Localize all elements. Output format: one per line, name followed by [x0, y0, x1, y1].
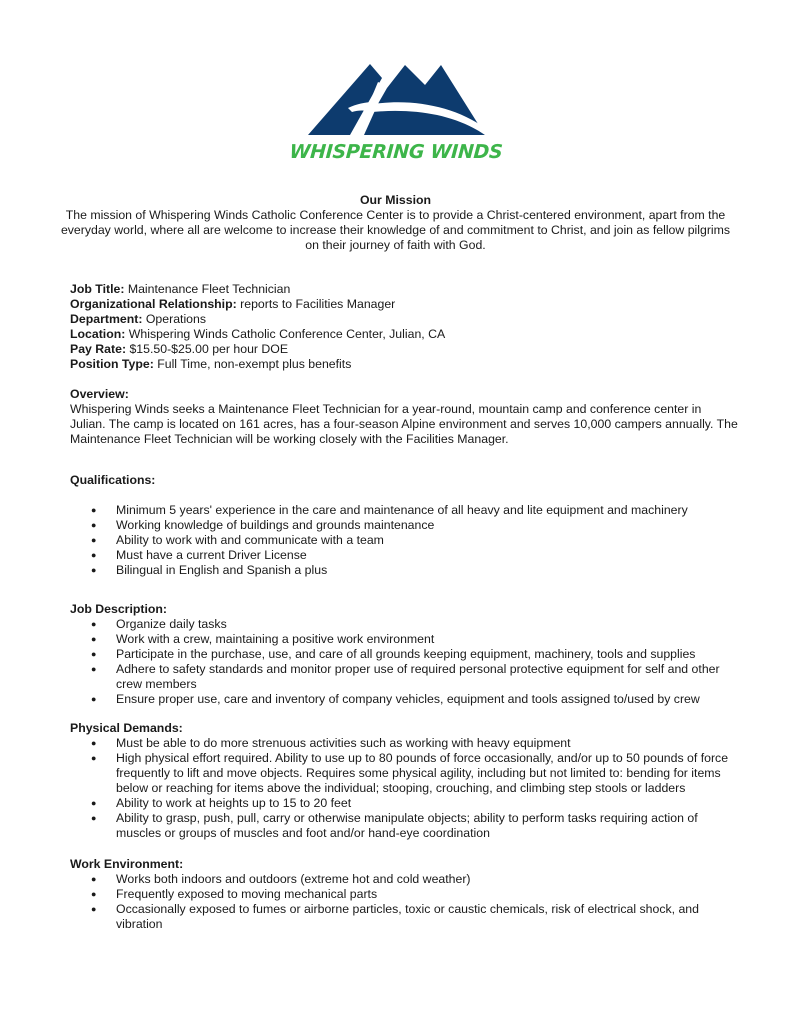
list-item	[70, 632, 740, 647]
job-posting-content	[70, 282, 740, 932]
bullet-icon: ●	[91, 649, 97, 659]
job-description-section	[70, 602, 740, 707]
list-item-text: Works both indoors and outdoors (extreme hot and cold weather)	[116, 872, 471, 886]
work-environment-heading: Work Environment:	[70, 857, 184, 871]
list-item-text: Ability to grasp, push, pull, carry or otherwise manipulate objects; ability to perform tasks requiring action of muscles or groups of muscles and foot and/or hand-eye coordination	[116, 811, 698, 840]
list-item-text: Work with a crew, maintaining a positive work environment	[116, 632, 435, 646]
field-label: Pay Rate:	[70, 342, 127, 356]
list-item	[70, 662, 740, 692]
list-item	[70, 887, 740, 902]
list-item-text: Occasionally exposed to fumes or airborne particles, toxic or caustic chemicals, risk of electrical shock, and vibration	[116, 902, 699, 931]
brand-name: WHISPERING WINDS	[288, 141, 504, 163]
bullet-icon: ●	[91, 904, 97, 914]
list-item-text: Must be able to do more strenuous activities such as working with heavy equipment	[116, 736, 571, 750]
list-item-text: Ability to work at heights up to 15 to 20 feet	[116, 796, 352, 810]
list-item	[70, 548, 740, 563]
list-item-text: Ability to work with and communicate with a team	[116, 533, 384, 547]
physical-demands-heading: Physical Demands:	[70, 721, 183, 735]
list-item-text: High physical effort required. Ability to use up to 80 pounds of force occasionally, and/or up to 50 pounds of force frequently to lift and move objects. Requires some physical agility, including but not limited to: bending for items below or reaching for items above the individual; stooping, crouching, and climbing step stools or ladders	[116, 751, 729, 795]
job-description-list	[70, 617, 740, 707]
list-item-text: Bilingual in English and Spanish a plus	[116, 563, 328, 577]
field-value: Operations	[142, 312, 207, 326]
qualifications-section	[70, 473, 740, 578]
mission-text: The mission of Whispering Winds Catholic Conference Center is to provide a Christ-centered environment, apart from the everyday world, where all are welcome to increase their knowledge of and commitment to Christ, and join as fellow pilgrims on their journey of faith with God.	[60, 208, 731, 252]
bullet-icon: ●	[91, 619, 97, 629]
work-environment-section	[70, 857, 740, 932]
bullet-icon: ●	[91, 520, 97, 530]
bullet-icon: ●	[91, 738, 97, 748]
list-item	[70, 811, 740, 841]
list-item-text: Participate in the purchase, use, and care of all grounds keeping equipment, machinery, tools and supplies	[116, 647, 696, 661]
list-item-text: Minimum 5 years' experience in the care and maintenance of all heavy and lite equipment and machinery	[116, 503, 688, 517]
qualifications-list	[70, 503, 740, 578]
field-position-type	[70, 357, 740, 372]
list-item-text: Must have a current Driver License	[116, 548, 307, 562]
field-value: $15.50-$25.00 per hour DOE	[126, 342, 289, 356]
overview-heading: Overview:	[70, 387, 129, 401]
job-description-heading: Job Description:	[70, 602, 168, 616]
work-environment-list	[70, 872, 740, 932]
field-value: Whispering Winds Catholic Conference Center, Julian, CA	[125, 327, 446, 341]
list-item-text: Working knowledge of buildings and grounds maintenance	[116, 518, 435, 532]
bullet-icon: ●	[91, 664, 97, 674]
field-pay-rate	[70, 342, 740, 357]
bullet-icon: ●	[91, 813, 97, 823]
bullet-icon: ●	[91, 753, 97, 763]
mission-section	[60, 193, 731, 253]
overview-text: Whispering Winds seeks a Maintenance Fleet Technician for a year-round, mountain camp and conference center in Julian. The camp is located on 161 acres, has a four-season Alpine environment and serves 10,000 campers annually. The Maintenance Fleet Technician will be working closely with the Facilities Manager.	[70, 402, 738, 446]
bullet-icon: ●	[91, 798, 97, 808]
bullet-icon: ●	[91, 874, 97, 884]
list-item	[70, 692, 740, 707]
field-label: Organizational Relationship:	[70, 297, 237, 311]
bullet-icon: ●	[91, 889, 97, 899]
bullet-icon: ●	[91, 535, 97, 545]
list-item-text: Organize daily tasks	[116, 617, 227, 631]
field-department	[70, 312, 740, 327]
list-item	[70, 533, 740, 548]
job-fields	[70, 282, 740, 372]
list-item	[70, 563, 740, 578]
list-item-text: Frequently exposed to moving mechanical parts	[116, 887, 378, 901]
physical-demands-section	[70, 721, 740, 841]
physical-demands-list	[70, 736, 740, 841]
overview-section	[70, 387, 740, 447]
field-label: Job Title:	[70, 282, 125, 296]
field-job-title	[70, 282, 740, 297]
field-org-relationship	[70, 297, 740, 312]
field-label: Location:	[70, 327, 126, 341]
mountain-logo-icon	[286, 60, 506, 140]
list-item	[70, 617, 740, 632]
bullet-icon: ●	[91, 505, 97, 515]
list-item-text: Ensure proper use, care and inventory of company vehicles, equipment and tools assigned to/used by crew	[116, 692, 700, 706]
mission-title: Our Mission	[359, 193, 432, 207]
field-label: Department:	[70, 312, 143, 326]
list-item	[70, 902, 740, 932]
list-item	[70, 751, 740, 796]
list-item	[70, 796, 740, 811]
list-item	[70, 647, 740, 662]
field-value: Full Time, non-exempt plus benefits	[153, 357, 352, 371]
qualifications-heading: Qualifications:	[70, 473, 156, 487]
bullet-icon: ●	[91, 634, 97, 644]
bullet-icon: ●	[91, 565, 97, 575]
bullet-icon: ●	[91, 694, 97, 704]
bullet-icon: ●	[91, 550, 97, 560]
list-item	[70, 518, 740, 533]
list-item	[70, 503, 740, 518]
field-value: reports to Facilities Manager	[236, 297, 396, 311]
list-item	[70, 736, 740, 751]
list-item-text: Adhere to safety standards and monitor proper use of required personal protective equipment for self and other crew members	[116, 662, 720, 691]
field-label: Position Type:	[70, 357, 154, 371]
field-location	[70, 327, 740, 342]
field-value: Maintenance Fleet Technician	[124, 282, 291, 296]
list-item	[70, 872, 740, 887]
